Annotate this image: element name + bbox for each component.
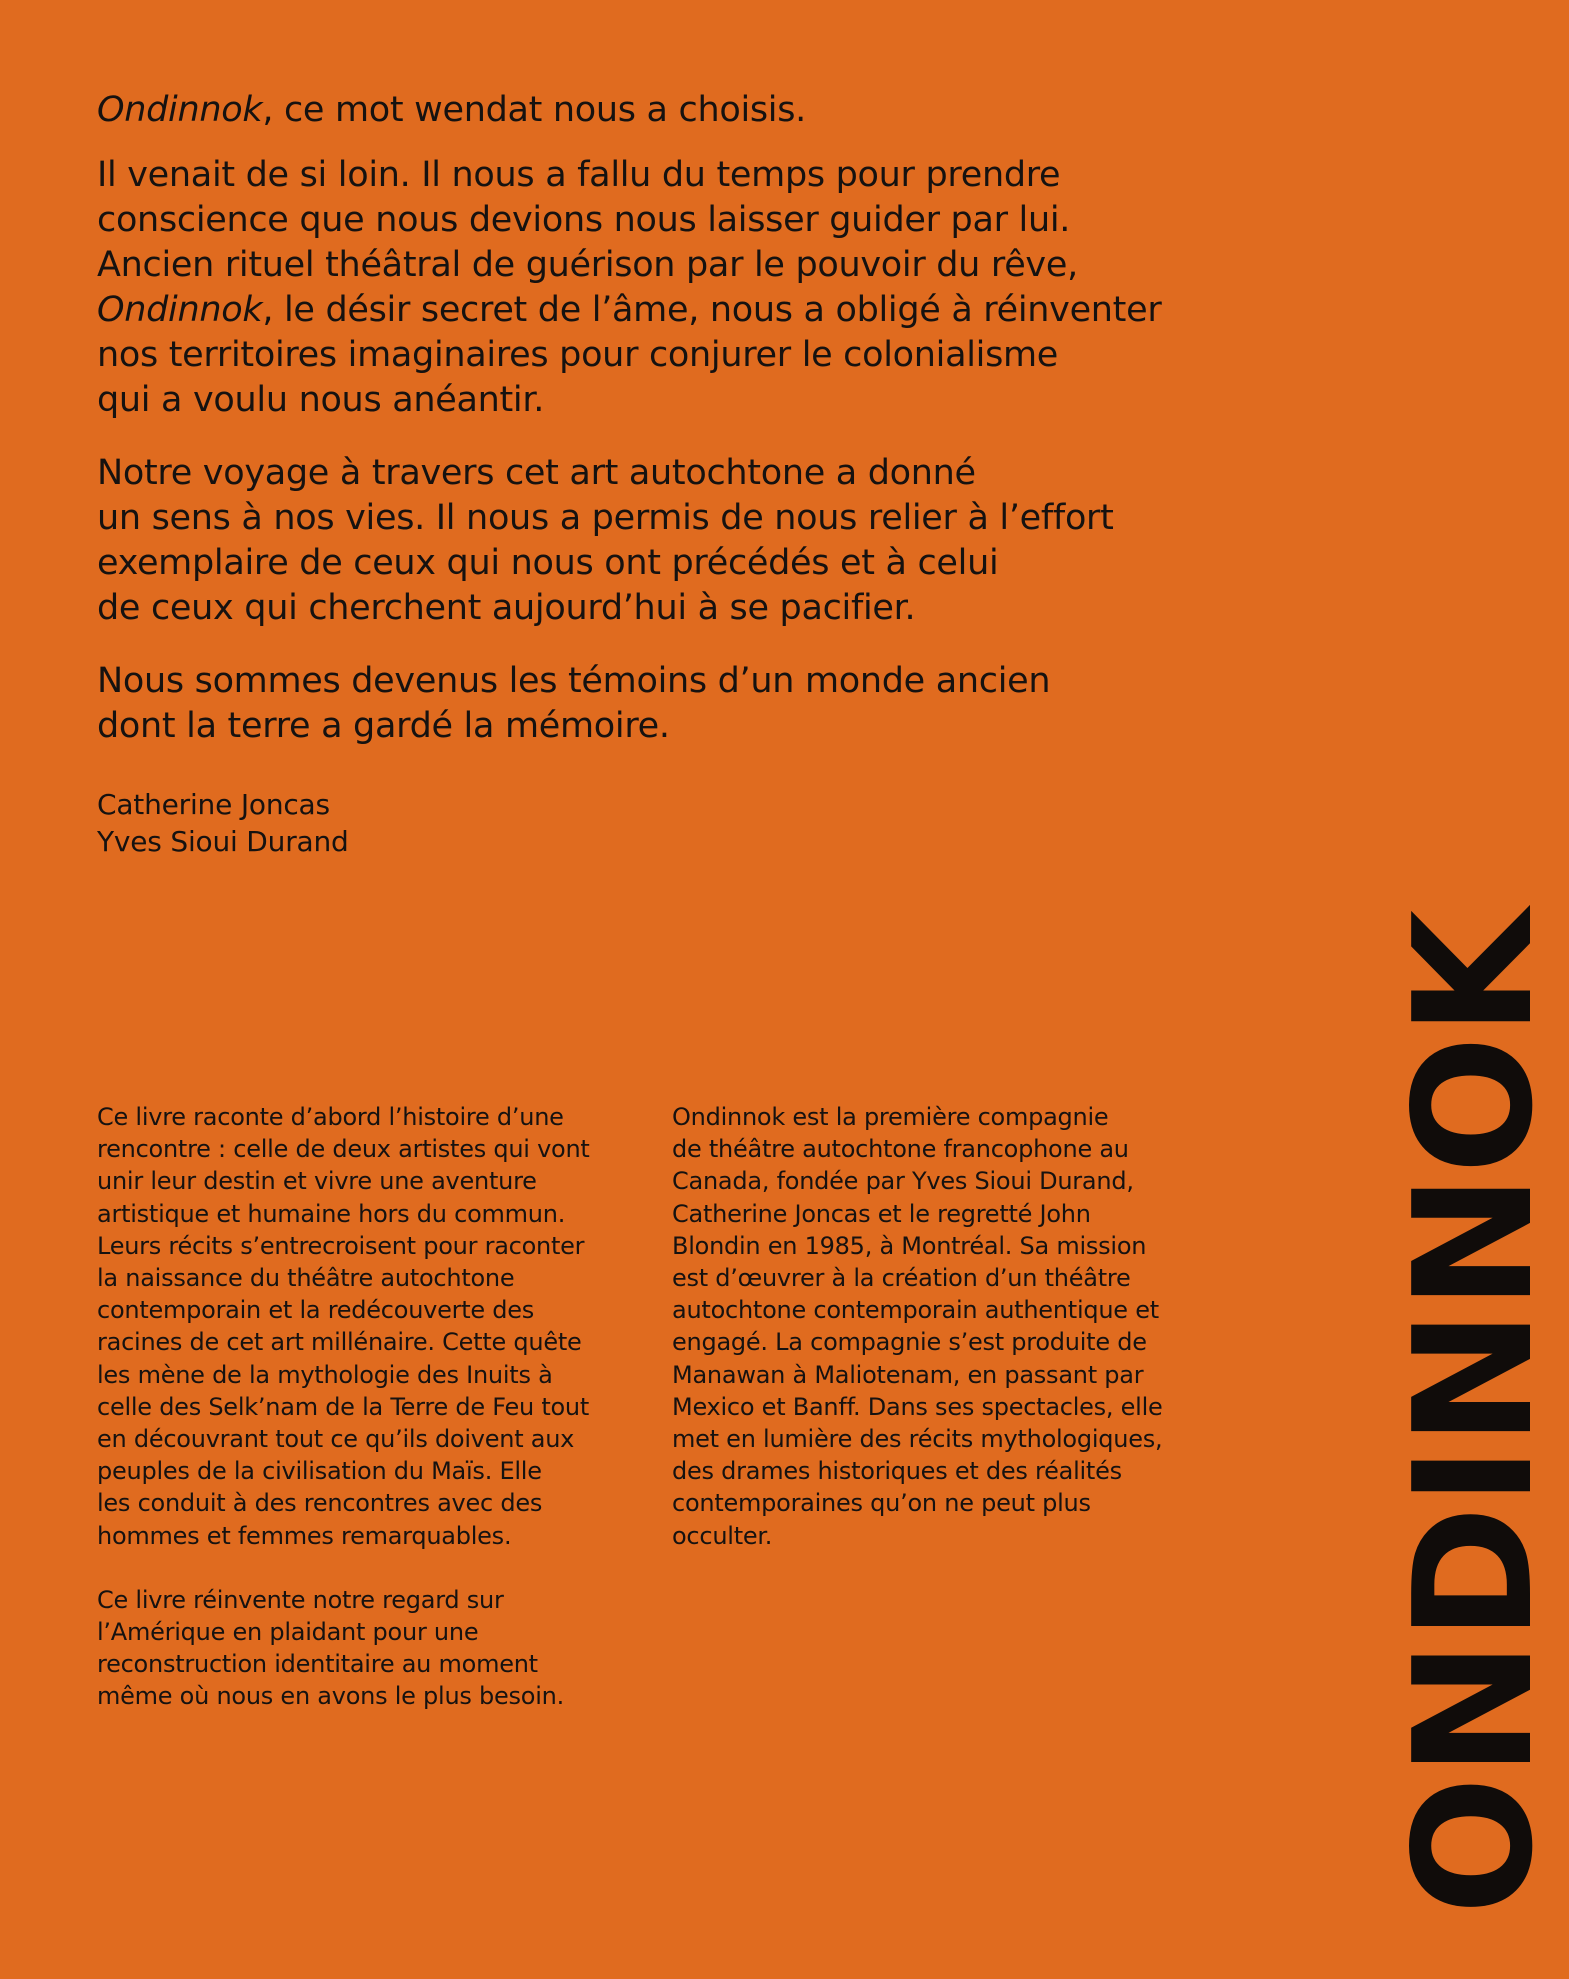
- text-line: [97, 288, 1177, 333]
- lead-title-word: Ondinnok: [97, 90, 263, 130]
- text-line: Il venait de si loin. Il nous a fallu du temps pour prendre: [97, 155, 1061, 195]
- text-line: met en lumière des récits mythologiques,: [672, 1425, 1163, 1454]
- text-line: Blondin en 1985, à Montréal. Sa mission: [672, 1231, 1147, 1260]
- text-line: Catherine Joncas et le regretté John: [672, 1199, 1091, 1228]
- text-line: dont la terre a gardé la mémoire.: [97, 706, 670, 746]
- lead-rest: , ce mot wendat nous a choisis.: [262, 90, 806, 130]
- text-line: est d’œuvrer à la création d’un théâtre: [672, 1264, 1131, 1293]
- text-line: un sens à nos vies. Il nous a permis de nous relier à l’effort: [97, 498, 1114, 538]
- lead-line: [97, 88, 1177, 133]
- text-line: Ondinnok est la première compagnie: [672, 1103, 1109, 1131]
- author-name: Yves Sioui Durand: [97, 825, 349, 858]
- text-line: Ce livre réinvente notre regard sur: [97, 1585, 504, 1614]
- text-line: nos territoires imaginaires pour conjurer le colonialisme: [97, 335, 1059, 375]
- text-line: même où nous en avons le plus besoin.: [97, 1682, 564, 1711]
- text-line: Ancien rituel théâtral de guérison par le pouvoir du rêve,: [97, 245, 1078, 285]
- right-column: [672, 1101, 1232, 1552]
- text-line: la naissance du théâtre autochtone: [97, 1264, 515, 1293]
- left-column: [97, 1101, 637, 1713]
- text-line: hommes et femmes remarquables.: [97, 1521, 512, 1550]
- text-line: qui a voulu nous anéantir.: [97, 380, 545, 420]
- intro-paragraph-1: [97, 153, 1177, 423]
- text-line: occulter.: [672, 1521, 773, 1550]
- text-line: peuples de la civilisation du Maïs. Elle: [97, 1457, 542, 1486]
- text-line: Manawan à Maliotenam, en passant par: [672, 1360, 1144, 1389]
- text-line: celle des Selk’nam de la Terre de Feu tout: [97, 1392, 590, 1421]
- text-line-rest: , le désir secret de l’âme, nous a obligé à réinventer: [262, 290, 1162, 330]
- text-line: contemporain et la redécouverte des: [97, 1296, 535, 1325]
- text-line: les conduit à des rencontres avec des: [97, 1489, 543, 1518]
- text-line: de théâtre autochtone francophone au: [672, 1135, 1129, 1164]
- text-line: conscience que nous devions nous laisser guider par lui.: [97, 200, 1071, 240]
- text-line: artistique et humaine hors du commun.: [97, 1199, 566, 1228]
- italic-title-word: Ondinnok: [97, 290, 263, 330]
- intro-lead: [97, 88, 1177, 133]
- text-line: rencontre : celle de deux artistes qui vont: [97, 1135, 590, 1164]
- text-line: l’Amérique en plaidant pour une: [97, 1618, 479, 1647]
- text-line: Nous sommes devenus les témoins d’un monde ancien: [97, 661, 1051, 701]
- spine-title: ONDINNOK: [1380, 910, 1569, 1915]
- text-line: Ce livre raconte d’abord l’histoire d’une: [97, 1103, 564, 1131]
- paragraph-gap: [97, 1552, 637, 1584]
- text-line: Leurs récits s’entrecroisent pour raconter: [97, 1231, 585, 1260]
- text-line: unir leur destin et vivre une aventure: [97, 1167, 537, 1196]
- text-line: les mène de la mythologie des Inuits à: [97, 1360, 553, 1389]
- text-line: racines de cet art millénaire. Cette quête: [97, 1328, 582, 1357]
- text-line: Mexico et Banff. Dans ses spectacles, elle: [672, 1392, 1163, 1421]
- text-line: autochtone contemporain authentique et: [672, 1296, 1159, 1325]
- intro-paragraph-3: [97, 659, 1177, 749]
- text-line: reconstruction identitaire au moment: [97, 1650, 538, 1679]
- text-line: des drames historiques et des réalités: [672, 1457, 1122, 1486]
- text-line: Canada, fondée par Yves Sioui Durand,: [672, 1167, 1134, 1196]
- text-line: contemporaines qu’on ne peut plus: [672, 1489, 1091, 1518]
- author-name: Catherine Joncas: [97, 788, 330, 821]
- text-line: en découvrant tout ce qu’ils doivent aux: [97, 1425, 575, 1454]
- text-line: de ceux qui cherchent aujourd’hui à se pacifier.: [97, 588, 916, 628]
- text-line: engagé. La compagnie s’est produite de: [672, 1328, 1147, 1357]
- text-line: exemplaire de ceux qui nous ont précédés et à celui: [97, 543, 999, 583]
- text-line: Notre voyage à travers cet art autochtone a donné: [97, 453, 976, 493]
- signatures: [97, 786, 349, 860]
- intro-text: [97, 88, 1177, 777]
- intro-paragraph-2: [97, 451, 1177, 631]
